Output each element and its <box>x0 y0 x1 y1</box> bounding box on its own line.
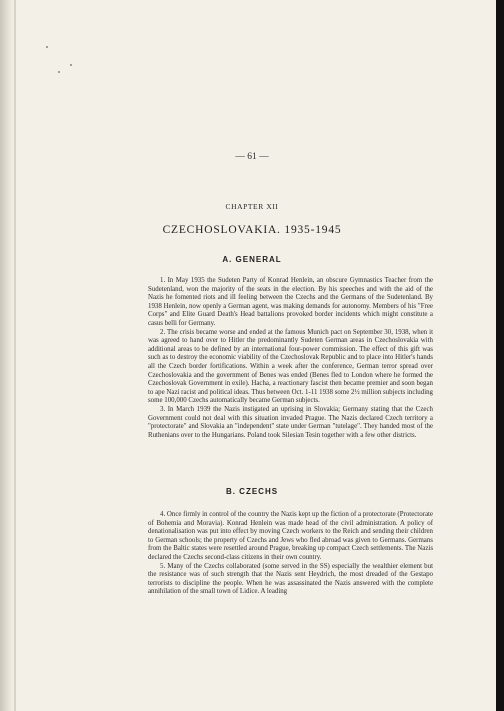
section-general-body <box>148 277 433 440</box>
section-czechs-body <box>148 511 433 597</box>
cover-edge <box>496 0 504 711</box>
paragraph: 3. In March 1939 the Nazis instigated an uprising in Slovakia; Germany stating that the Czech Government could not deal with this situation invaded Prague. The Nazis declared Czech territory a "protectorate" and Slovakia an "independent" state under German "tutelage". They handed most of the Ruthenians over to the Hungarians. Poland took Silesian Tesin together with a few other districts. <box>148 405 433 439</box>
page-fold-line <box>14 0 16 711</box>
paragraph: 4. Once firmly in control of the country the Nazis kept up the fiction of a protectorate (Protectorate of Bohemia and Moravia). Konrad Henlein was made head of the civil administration. A policy of denationalisation was put into effect by moving Czech workers to the Reich and sending their children to German schools; the property of Czechs and Jews who fled abroad was given to Germans. Germans from the Baltic states were resettled around Prague, breaking up compact Czech settlements. The Nazis declared the Czechs second-class citizens in their own country. <box>148 511 433 561</box>
chapter-label: CHAPTER XII <box>225 202 279 211</box>
book-spine-shadow <box>0 0 14 711</box>
paragraph: 2. The crisis became worse and ended at the famous Munich pact on September 30, 1938, when it was agreed to hand over to Hitler the predominantly Sudeten German areas in Czechoslovakia with additional areas to be defined by an international four-power commission. The effect of this gift was such as to destroy the economic viability of the Czechoslovak Republic and to place into Hitler's hands all the Czech border fortifications. Within a week after the conference, German terror spread over Czechoslovakia and the government of Benes was ended (Benes fled to London where he formed the Czechoslovak Government in exile). Hacha, a reactionary fascist then became premier and soon began to ape Nazi racist and political ideas. Thus between Oct. 1-11 1938 some 2½ million subjects including some 100,000 Czechs automatically became German subjects. <box>148 328 433 405</box>
paper-speck <box>58 71 60 73</box>
paragraph: 5. Many of the Czechs collaborated (some served in the SS) especially the wealthier element but the resistance was of such strength that the Nazis sent Heydrich, the most dreaded of the Gestapo terrorists to discipline the people. When he was assassinated the Nazis answered with the complete annihilation of the small town of Lidice. A leading <box>148 562 433 596</box>
chapter-title: CZECHOSLOVAKIA. 1935-1945 <box>162 224 342 236</box>
section-heading-general: A. GENERAL <box>222 255 282 264</box>
page-number: — 61 — <box>235 152 269 162</box>
paper-speck <box>46 46 48 48</box>
paragraph: 1. In May 1935 the Sudeten Party of Konrad Henlein, an obscure Gymnastics Teacher from the Sudetenland, won the majority of the seats in the election. By his speeches and with the aid of the Nazis he fomented riots and ill feeling between the Czechs and the Germans of the Sudetenland. By 1938 Henlein, now openly a German agent, was making demands for autonomy. Members of his "Free Corps" and Elite Guard Death's Head battalions provoked border incidents which might constitute a casus belli for Germany. <box>148 277 433 327</box>
paper-speck <box>70 64 72 66</box>
section-heading-czechs: B. CZECHS <box>225 487 279 496</box>
